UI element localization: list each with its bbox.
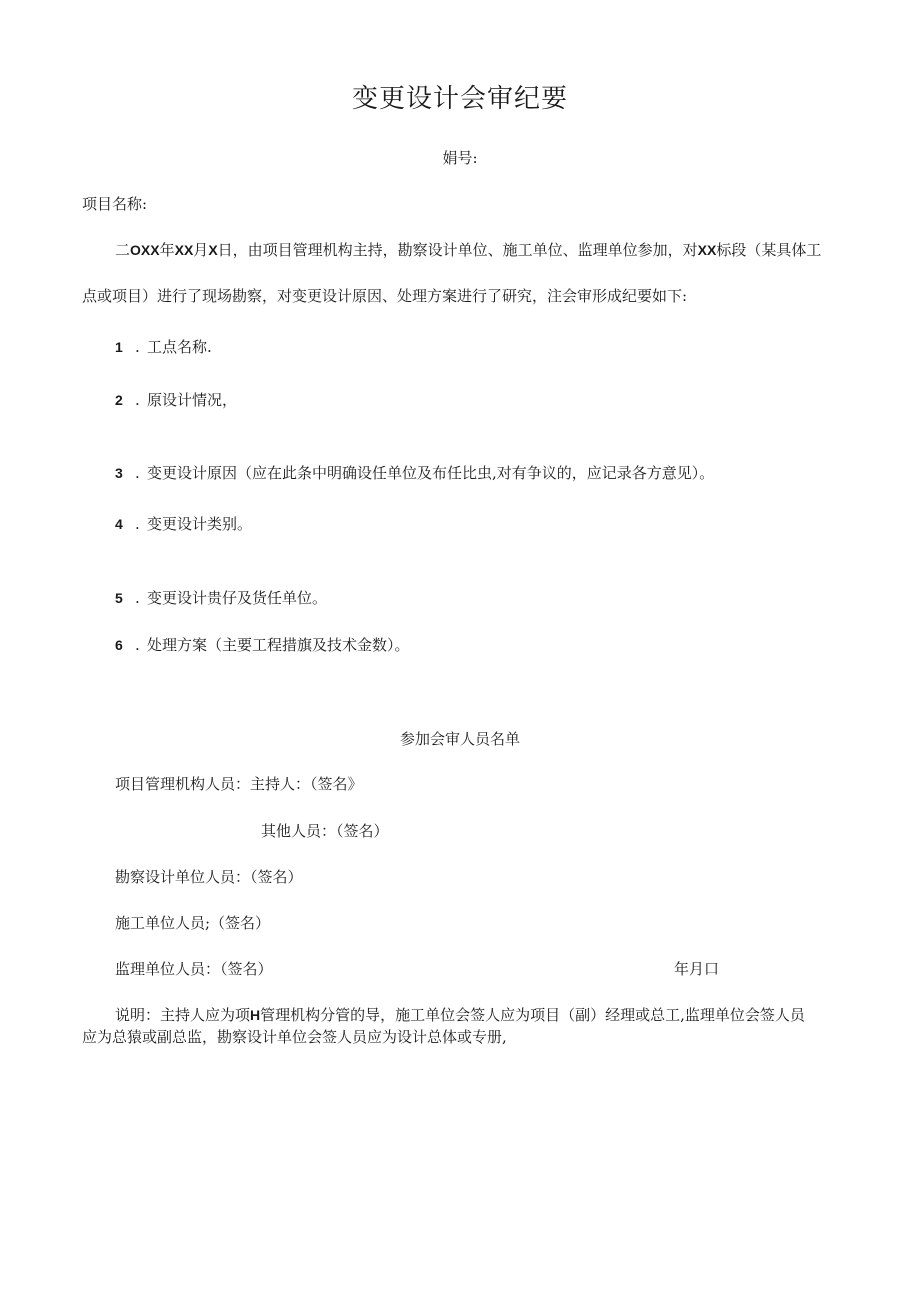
item-text: 变更设计原因（应在此条中明确设任单位及布任比虫,对有争议的，应记录各方意见）。 <box>147 464 715 482</box>
intro-text: 标段（某具体工 <box>716 241 822 259</box>
item-text: 工点名称. <box>147 338 212 356</box>
item-dot: . <box>135 464 140 482</box>
intro-year: OXX <box>130 242 160 258</box>
item-dot: . <box>135 589 140 607</box>
date-field: 年月口 <box>674 960 720 978</box>
intro-section: XX <box>697 242 717 258</box>
list-item <box>115 587 327 608</box>
intro-month: XX <box>174 242 194 258</box>
attendee-project-org: 项目管理机构人员：主持人：（签名》 <box>115 775 363 793</box>
note-text: 管理机构分管的导，施工单位会签人应为项目（副）经理或总工,监理单位会签人员 <box>260 1006 805 1024</box>
item-number: 3 <box>115 465 123 481</box>
list-item <box>115 336 212 357</box>
attendee-other: 其他人员：（签名） <box>261 822 389 840</box>
item-dot: . <box>135 338 140 356</box>
item-number: 5 <box>115 590 123 606</box>
note-text: H <box>250 1007 261 1023</box>
note-line2: 应为总猿或副总监，勘察设计单位会签人员应为设计总体或专册, <box>82 1028 507 1046</box>
item-number: 6 <box>115 637 123 653</box>
item-dot: . <box>135 391 140 409</box>
page-title: 变更设计会审纪要 <box>351 84 568 114</box>
attendee-supervision: 监理单位人员：（签名） <box>115 960 273 978</box>
attendee-construction: 施工单位人员;（签名） <box>115 914 271 932</box>
item-dot: . <box>135 636 140 654</box>
item-number: 2 <box>115 392 123 408</box>
attendee-list-heading: 参加会审人员名单 <box>399 730 520 748</box>
attendee-survey-design: 勘察设计单位人员：（签名） <box>115 868 303 886</box>
note-line1 <box>115 1004 805 1025</box>
item-text: 变更设计类别。 <box>147 515 253 533</box>
item-number: 1 <box>115 339 123 355</box>
project-name-label: 项目名称: <box>82 195 148 213</box>
intro-text: 月 <box>193 241 209 259</box>
intro-text: 年 <box>159 241 175 259</box>
item-number: 4 <box>115 516 123 532</box>
item-text: 原设计情况， <box>147 391 238 409</box>
intro-text: 二 <box>115 241 131 259</box>
list-item <box>115 462 714 483</box>
item-text: 变更设计贵仔及货任单位。 <box>147 589 328 607</box>
list-item <box>115 389 237 410</box>
intro-text: 日，由项目管理机构主持，勘察设计单位、施工单位、监理单位参加，对 <box>217 241 698 259</box>
note-text: 说明：主持人应为项 <box>115 1006 251 1024</box>
list-item <box>115 513 252 534</box>
item-text: 处理方案（主要工程措旗及技术金数）。 <box>147 636 410 654</box>
doc-number-label: 娟号: <box>442 149 478 167</box>
intro-paragraph-line2: 点或项目）进行了现场勘察，对变更设计原因、处理方案进行了研究，注会审形成纪要如下: <box>82 287 688 305</box>
intro-paragraph-line1 <box>115 239 821 260</box>
intro-day: X <box>208 242 218 258</box>
item-dot: . <box>135 515 140 533</box>
list-item <box>115 634 410 655</box>
